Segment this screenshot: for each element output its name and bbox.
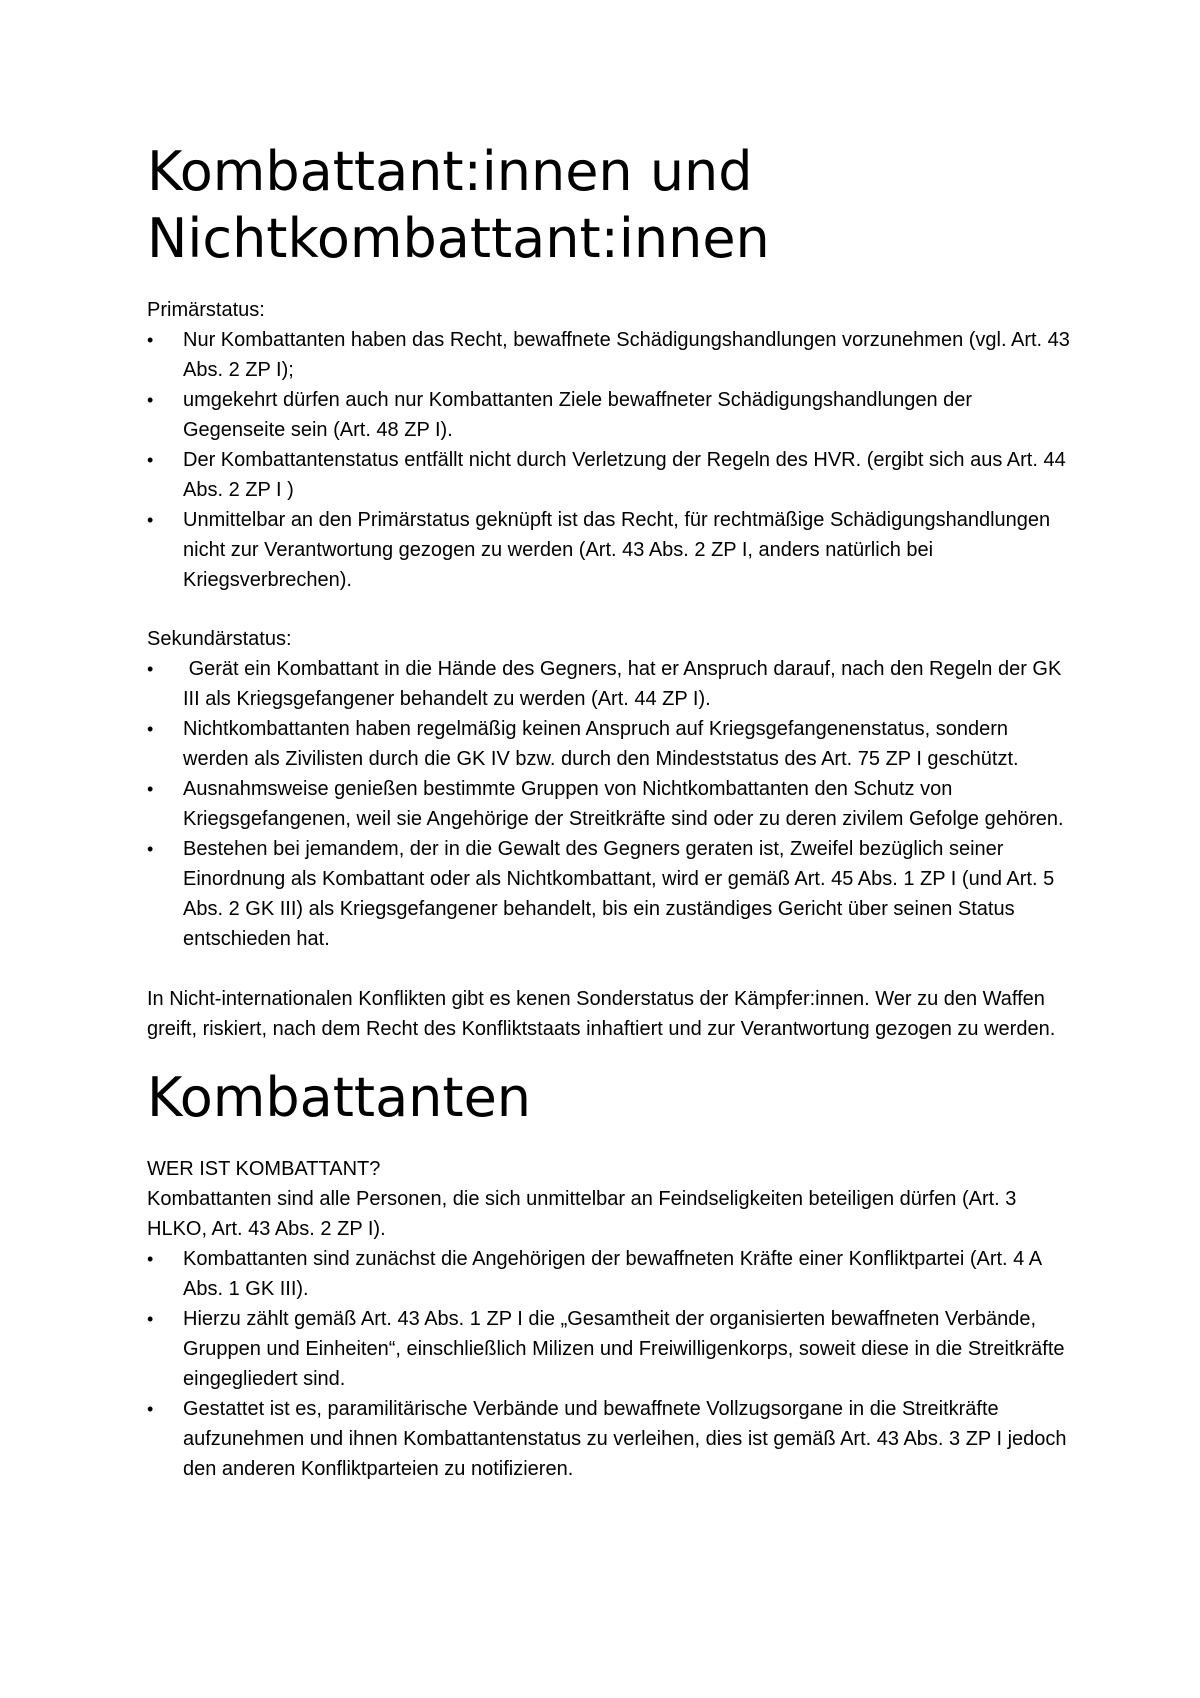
list-item — [147, 1394, 1077, 1484]
list-item-text: Der Kombattantenstatus entfällt nicht durch Verletzung der Regeln des HVR. (ergibt sich aus Art. 44 Abs. 2 ZP I ) — [183, 449, 1066, 501]
list-item — [147, 1304, 1077, 1394]
list-item-text: Ausnahmsweise genießen bestimmte Gruppen von Nichtkombattanten den Schutz von Kriegsgefangenen, weil sie Angehörige der Streitkräfte sind oder zu deren zivilem Gefolge gehören. — [183, 778, 1064, 830]
bullet-icon: • — [147, 1249, 154, 1269]
bullet-icon: • — [147, 659, 154, 679]
list-item — [147, 385, 1077, 445]
secondary-status-label: Sekundärstatus: — [147, 628, 292, 650]
list-item-text: Gerät ein Kombattant in die Hände des Gegners, hat er Anspruch darauf, nach den Regeln der GK III als Kriegsgefangener behandelt zu werden (Art. 44 ZP I). — [183, 658, 1067, 710]
closing-paragraph: In Nicht-internationalen Konflikten gibt es kenen Sonderstatus der Kämpfer:innen. Wer zu den Waffen greift, riskiert, nach dem Recht des Konfliktstaats inhaftiert und zur Verantwortung gezogen zu werden. — [147, 988, 1056, 1040]
list-item — [147, 714, 1077, 774]
bullet-icon: • — [147, 719, 154, 739]
list-item — [147, 834, 1077, 954]
bullet-icon: • — [147, 839, 154, 859]
list-item-text: Gestattet ist es, paramilitärische Verbände und bewaffnete Vollzugsorgane in die Streitkräfte aufzunehmen und ihnen Kombattantenstatus zu verleihen, dies ist gemäß Art. 43 Abs. 3 ZP I jedoch den anderen Konfliktparteien zu notifizieren. — [183, 1398, 1067, 1480]
section-title-line1: Kombattant:innen und — [147, 140, 753, 203]
section-title-line2: Nichtkombattant:innen — [147, 207, 770, 270]
list-item — [147, 445, 1077, 505]
list-item — [147, 505, 1077, 595]
bullet-icon: • — [147, 510, 154, 530]
list-item-text: Hierzu zählt gemäß Art. 43 Abs. 1 ZP I die „Gesamtheit der organisierten bewaffneten Verbände, Gruppen und Einheiten“, einschließlich Milizen und Freiwilligenkorps, soweit diese in die Streitkräfte eingegliedert sind. — [183, 1308, 1065, 1390]
bullet-icon: • — [147, 450, 154, 470]
bullet-icon: • — [147, 1309, 154, 1329]
primary-status-label: Primärstatus: — [147, 299, 265, 321]
bullet-icon: • — [147, 1399, 154, 1419]
list-item — [147, 774, 1077, 834]
list-item-text: Nur Kombattanten haben das Recht, bewaffnete Schädigungshandlungen vorzunehmen (vgl. Art. 43 Abs. 2 ZP I); — [183, 329, 1070, 381]
bullet-icon: • — [147, 330, 154, 350]
section-title — [147, 138, 1077, 272]
document-page — [147, 138, 1077, 1484]
subheading: WER IST KOMBATTANT? — [147, 1158, 381, 1180]
bullet-icon: • — [147, 779, 154, 799]
list-item-text: Kombattanten sind zunächst die Angehörigen der bewaffneten Kräfte einer Konfliktpartei (Art. 4 A Abs. 1 GK III). — [183, 1248, 1041, 1300]
list-item — [147, 325, 1077, 385]
list-item — [147, 1244, 1077, 1304]
list-item-text: Unmittelbar an den Primärstatus geknüpft ist das Recht, für rechtmäßige Schädigungshandlungen nicht zur Verantwortung gezogen zu werden (Art. 43 Abs. 2 ZP I, anders natürlich bei Kriegsverbrechen). — [183, 509, 1051, 591]
bullet-icon: • — [147, 390, 154, 410]
secondary-status-list — [147, 654, 1077, 954]
list-item — [147, 654, 1077, 714]
list-item-text: umgekehrt dürfen auch nur Kombattanten Ziele bewaffneter Schädigungshandlungen der Gegenseite sein (Art. 48 ZP I). — [183, 389, 973, 441]
list-item-text: Nichtkombattanten haben regelmäßig keinen Anspruch auf Kriegsgefangenenstatus, sondern werden als Zivilisten durch die GK IV bzw. durch den Mindeststatus des Art. 75 ZP I geschützt. — [183, 718, 1019, 770]
kombattanten-list — [147, 1244, 1077, 1484]
primary-status-list — [147, 325, 1077, 595]
list-item-text: Bestehen bei jemandem, der in die Gewalt des Gegners geraten ist, Zweifel bezüglich seiner Einordnung als Kombattant oder als Nichtkombattant, wird er gemäß Art. 45 Abs. 1 ZP I (und Art. 5 Abs. 2 GK III) als Kriegsgefangener behandelt, bis ein zuständiges Gericht über seinen Status entschieden hat. — [183, 838, 1055, 950]
section-title-kombattanten: Kombattanten — [147, 1066, 532, 1129]
intro-paragraph: Kombattanten sind alle Personen, die sich unmittelbar an Feindseligkeiten beteiligen dürfen (Art. 3 HLKO, Art. 43 Abs. 2 ZP I). — [147, 1188, 1017, 1240]
